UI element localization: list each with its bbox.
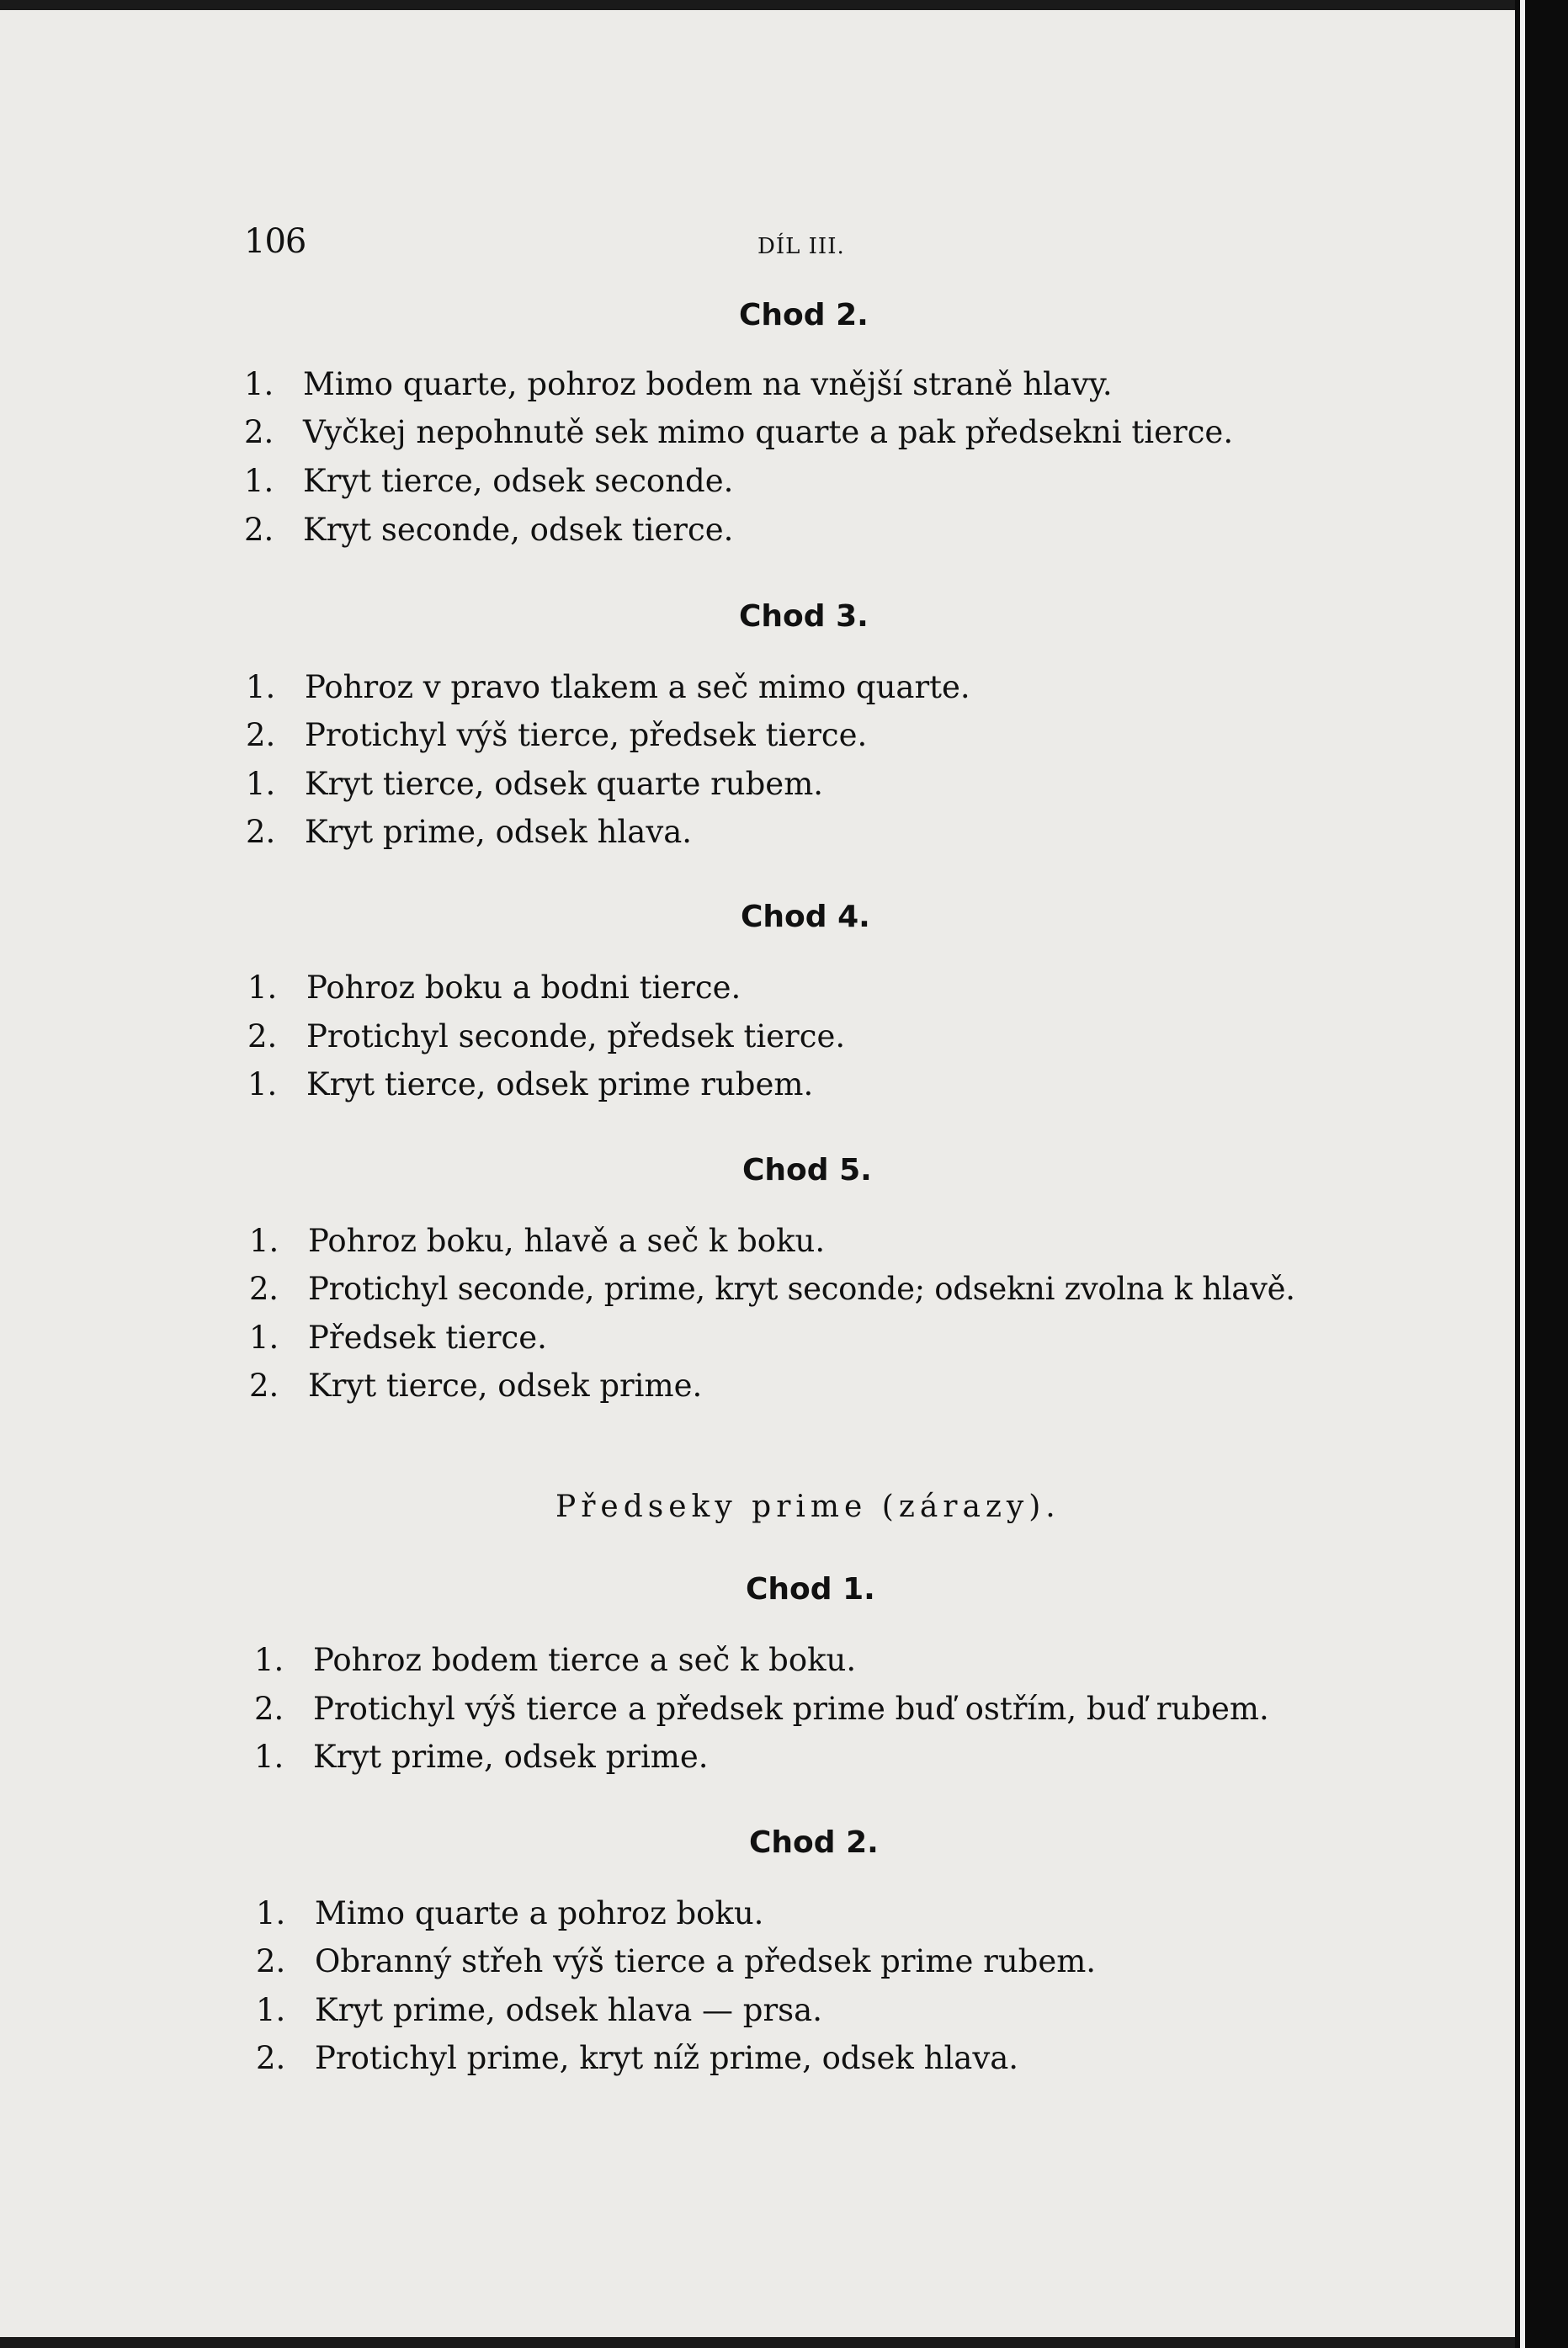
text-line xyxy=(246,717,868,753)
text-line xyxy=(246,669,970,705)
text-line xyxy=(254,1644,856,1676)
line-text: Pohroz boku a bodni tierce. xyxy=(306,969,741,1006)
line-number: 1. xyxy=(244,366,274,402)
line-number: 2. xyxy=(249,1368,279,1404)
line-text: Kryt prime, odsek prime. xyxy=(313,1739,709,1775)
line-text: Protichyl výš tierce, předsek tierce. xyxy=(305,717,868,753)
line-text: Kryt tierce, odsek prime rubem. xyxy=(306,1066,814,1102)
running-head xyxy=(0,222,1515,273)
text-line xyxy=(244,366,1113,402)
line-number: 1. xyxy=(254,1739,284,1775)
text-line xyxy=(256,1992,822,2028)
line-text: Mimo quarte, pohroz bodem na vnější straně hlavy. xyxy=(303,366,1113,402)
text-line xyxy=(247,1018,846,1054)
section-heading: Chod 4. xyxy=(741,900,870,934)
line-number: 2. xyxy=(256,1943,286,1979)
text-line xyxy=(256,1895,764,1931)
text-line xyxy=(247,1066,814,1102)
line-text: Kryt prime, odsek hlava. xyxy=(305,814,693,850)
line-text: Předsek tierce. xyxy=(308,1320,547,1356)
line-text: Protichyl výš tierce a předsek prime buď ostřím, buď rubem. xyxy=(313,1691,1269,1727)
line-number: 1. xyxy=(247,1066,278,1102)
line-number: 1. xyxy=(256,1895,286,1931)
line-text: Protichyl prime, kryt níž prime, odsek hlava. xyxy=(315,2040,1019,2076)
line-text: Pohroz v pravo tlakem a seč mimo quarte. xyxy=(305,669,970,705)
line-number: 1. xyxy=(247,969,278,1006)
line-text: Mimo quarte a pohroz boku. xyxy=(315,1895,764,1931)
line-number: 2. xyxy=(244,512,274,548)
line-text: Pohroz bodem tierce a seč k boku. xyxy=(313,1642,857,1678)
line-text: Kryt tierce, odsek prime. xyxy=(308,1368,703,1404)
line-text: Kryt tierce, odsek seconde. xyxy=(303,463,734,499)
part-label: DÍL III. xyxy=(757,234,845,259)
text-line xyxy=(249,1320,547,1356)
text-line xyxy=(249,1223,826,1259)
text-line xyxy=(244,465,733,497)
line-number: 2. xyxy=(244,414,274,450)
line-number: 1. xyxy=(244,463,274,499)
text-line xyxy=(249,1271,1295,1307)
line-number: 2. xyxy=(246,717,276,753)
line-text: Kryt tierce, odsek quarte rubem. xyxy=(305,766,824,802)
line-number: 1. xyxy=(256,1992,286,2028)
line-number: 2. xyxy=(247,1018,278,1054)
section-heading: Chod 5. xyxy=(742,1153,872,1187)
line-number: 2. xyxy=(254,1691,284,1727)
line-number: 1. xyxy=(254,1642,284,1678)
text-line xyxy=(244,512,734,548)
line-text: Kryt prime, odsek hlava — prsa. xyxy=(315,1992,822,2028)
line-number: 1. xyxy=(249,1223,279,1259)
line-text: Pohroz boku, hlavě a seč k boku. xyxy=(308,1223,826,1259)
text-line xyxy=(254,1691,1269,1727)
section-heading: Chod 1. xyxy=(746,1572,875,1607)
book-page xyxy=(0,10,1515,2337)
line-number: 1. xyxy=(249,1320,279,1356)
page-edge xyxy=(1520,0,1525,2348)
line-number: 1. xyxy=(246,669,276,705)
text-line xyxy=(244,414,1234,450)
section-heading: Chod 3. xyxy=(739,599,869,634)
page-number: 106 xyxy=(244,222,306,261)
text-line xyxy=(246,766,824,802)
line-text: Obranný střeh výš tierce a předsek prime rubem. xyxy=(315,1943,1097,1979)
line-number: 2. xyxy=(249,1271,279,1307)
text-line xyxy=(249,1368,703,1404)
line-number: 1. xyxy=(246,766,276,802)
section-title: Předseky prime (zárazy). xyxy=(555,1490,1060,1524)
line-number: 2. xyxy=(256,2040,286,2076)
line-number: 2. xyxy=(246,814,276,850)
line-text: Protichyl seconde, předsek tierce. xyxy=(306,1018,846,1054)
text-line xyxy=(256,1943,1097,1979)
line-text: Vyčkej nepohnutě sek mimo quarte a pak předsekni tierce. xyxy=(303,414,1234,450)
section-heading: Chod 2. xyxy=(739,298,869,332)
text-line xyxy=(254,1739,709,1775)
line-text: Protichyl seconde, prime, kryt seconde; odsekni zvolna k hlavě. xyxy=(308,1271,1295,1307)
section-heading: Chod 2. xyxy=(749,1825,879,1860)
line-text: Kryt seconde, odsek tierce. xyxy=(303,512,734,548)
text-line xyxy=(256,2040,1019,2076)
text-line xyxy=(246,814,693,850)
text-line xyxy=(247,969,741,1006)
